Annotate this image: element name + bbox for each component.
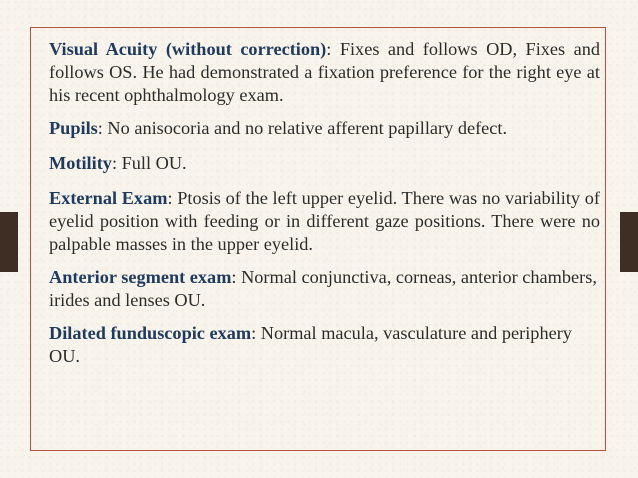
external-exam-paragraph: [49, 187, 600, 256]
right-accent-band: [620, 212, 638, 272]
visual-acuity-paragraph: [49, 38, 600, 107]
external-exam-label: External Exam: [49, 188, 168, 208]
anterior-segment-label: Anterior segment exam: [49, 267, 232, 287]
pupils-label: Pupils: [49, 118, 98, 138]
motility-text: : Full OU.: [111, 153, 187, 173]
anterior-segment-paragraph: [49, 266, 600, 312]
motility-label: Motility: [49, 153, 112, 173]
funduscopic-text: : Normal macula, vasculature and periphery OU.: [49, 323, 572, 366]
funduscopic-label: Dilated funduscopic exam: [49, 323, 252, 343]
pupils-text: : No anisocoria and no relative afferent papillary defect.: [97, 118, 508, 138]
pupils-paragraph: [49, 117, 600, 140]
motility-paragraph: [49, 152, 600, 175]
anterior-segment-text: : Normal conjunctiva, corneas, anterior chambers, irides and lenses OU.: [49, 267, 597, 310]
visual-acuity-text: : Fixes and follows OD, Fixes and follows OS. He had demonstrated a fixation preference for the right eye at his recent ophthalmology exam.: [49, 39, 601, 105]
funduscopic-paragraph: [49, 322, 600, 368]
visual-acuity-label: Visual Acuity (without correction): [49, 39, 327, 59]
exam-findings: [49, 38, 600, 378]
external-exam-text: : Ptosis of the left upper eyelid. There was no variability of eyelid position with feeding or in different gaze positions. There were no palpable masses in the upper eyelid.: [49, 188, 600, 254]
left-accent-band: [0, 212, 18, 272]
